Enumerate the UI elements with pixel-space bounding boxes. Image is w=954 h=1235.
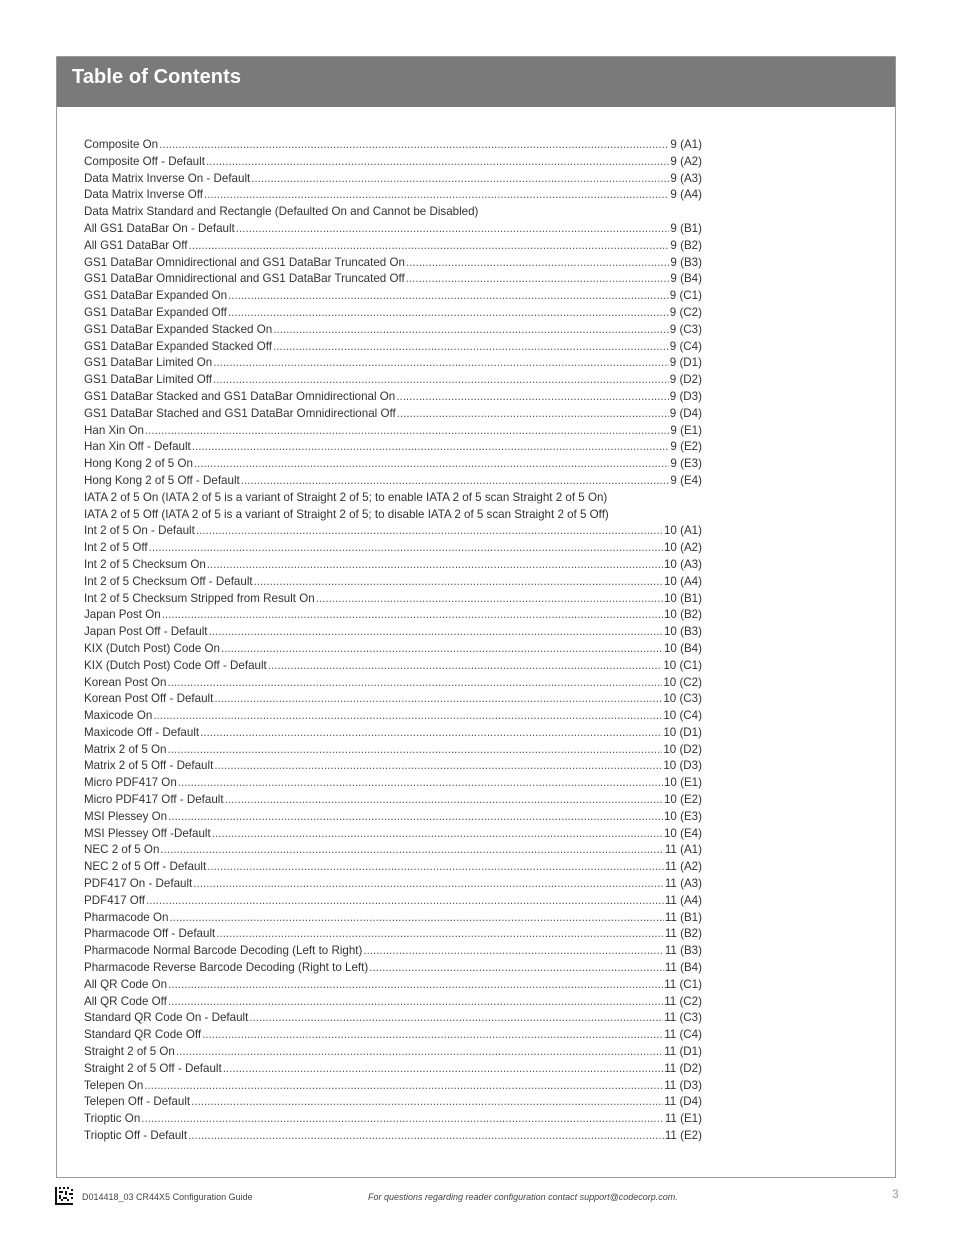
toc-entry-title: NEC 2 of 5 On xyxy=(84,843,160,857)
toc-entry-page: 11 (C3) xyxy=(664,1011,702,1025)
toc-leader-dots xyxy=(168,675,663,692)
toc-entry xyxy=(84,1010,702,1027)
toc-leader-dots xyxy=(159,137,669,154)
toc-entry-page: 9 (D1) xyxy=(669,356,702,370)
toc-entry-title: NEC 2 of 5 Off - Default xyxy=(84,860,207,874)
toc-entry-page: 11 (A4) xyxy=(664,893,702,907)
toc-entry-title: GS1 DataBar Limited On xyxy=(84,356,213,370)
toc-leader-dots xyxy=(369,960,664,977)
toc-entry xyxy=(84,372,702,389)
toc-leader-dots xyxy=(316,591,663,608)
toc-list xyxy=(84,137,702,1145)
toc-entry xyxy=(84,339,702,356)
toc-entry xyxy=(84,540,702,557)
page-title: Table of Contents xyxy=(72,66,242,88)
toc-leader-dots xyxy=(363,943,663,960)
toc-entry-title: GS1 DataBar Stached and GS1 DataBar Omnidirectional Off xyxy=(84,406,396,420)
toc-leader-dots xyxy=(153,708,662,725)
toc-entry xyxy=(84,355,702,372)
toc-entry-page: 10 (D2) xyxy=(663,742,702,756)
toc-entry xyxy=(84,204,702,221)
toc-leader-dots xyxy=(189,238,670,255)
toc-leader-dots xyxy=(192,439,670,456)
toc-entry xyxy=(84,406,702,423)
toc-entry xyxy=(84,1044,702,1061)
toc-entry-title: Trioptic On xyxy=(84,1112,141,1126)
toc-entry-title: All GS1 DataBar On - Default xyxy=(84,221,235,235)
toc-entry xyxy=(84,305,702,322)
toc-entry xyxy=(84,675,702,692)
toc-leader-dots xyxy=(176,1044,663,1061)
toc-entry-page: 11 (A3) xyxy=(664,877,702,891)
toc-entry-title: Data Matrix Inverse Off xyxy=(84,188,203,202)
toc-entry xyxy=(84,255,702,272)
section-header xyxy=(57,57,895,107)
toc-entry-title: GS1 DataBar Omnidirectional and GS1 DataBar Truncated Off xyxy=(84,272,405,286)
toc-entry-title: Trioptic Off - Default xyxy=(84,1129,188,1143)
toc-entry-title: GS1 DataBar Expanded Stacked Off xyxy=(84,339,272,353)
toc-entry-page: 9 (A2) xyxy=(670,154,702,168)
toc-entry xyxy=(84,1094,702,1111)
toc-entry-title: All QR Code Off xyxy=(84,994,167,1008)
toc-entry-page: 9 (B1) xyxy=(670,221,702,235)
toc-entry-title: GS1 DataBar Omnidirectional and GS1 DataBar Truncated On xyxy=(84,255,405,269)
toc-entry xyxy=(84,507,702,524)
toc-entry xyxy=(84,641,702,658)
toc-entry-page: 10 (B1) xyxy=(663,591,702,605)
toc-entry-title: All GS1 DataBar Off xyxy=(84,238,188,252)
toc-entry-page: 10 (C1) xyxy=(663,658,702,672)
toc-entry xyxy=(84,758,702,775)
toc-entry-title: Maxicode On xyxy=(84,709,153,723)
toc-entry-title: Composite On xyxy=(84,138,159,151)
toc-entry xyxy=(84,557,702,574)
toc-leader-dots xyxy=(214,691,662,708)
toc-leader-dots xyxy=(145,423,669,440)
toc-leader-dots xyxy=(149,540,663,557)
toc-entry-title: Telepen On xyxy=(84,1078,144,1092)
toc-entry-page: 11 (B3) xyxy=(664,944,702,958)
toc-leader-dots xyxy=(196,523,663,540)
toc-entry xyxy=(84,473,702,490)
toc-entry-title: MSI Plessey On xyxy=(84,809,168,823)
toc-entry xyxy=(84,792,702,809)
toc-entry-page: 11 (A1) xyxy=(664,843,702,857)
toc-entry-title: GS1 DataBar Expanded Stacked On xyxy=(84,322,273,336)
toc-entry xyxy=(84,154,702,171)
toc-leader-dots xyxy=(214,758,662,775)
toc-entry-page: 10 (A4) xyxy=(663,574,702,588)
toc-entry-title: Int 2 of 5 Checksum On xyxy=(84,557,206,571)
toc-entry xyxy=(84,977,702,994)
toc-entry xyxy=(84,238,702,255)
toc-entry xyxy=(84,271,702,288)
toc-leader-dots xyxy=(202,1027,663,1044)
toc-entry-page: 10 (E2) xyxy=(663,793,702,807)
toc-entry xyxy=(84,1128,702,1145)
toc-leader-dots xyxy=(273,339,669,356)
toc-entry-page: 9 (C4) xyxy=(669,339,702,353)
toc-entry-title: PDF417 Off xyxy=(84,893,146,907)
toc-leader-dots xyxy=(207,859,664,876)
toc-entry-page: 11 (D2) xyxy=(664,1061,702,1075)
toc-entry-page: 10 (B4) xyxy=(663,641,702,655)
toc-entry-page: 11 (E1) xyxy=(664,1112,702,1126)
toc-entry-title: Han Xin Off - Default xyxy=(84,440,191,454)
toc-entry-page: 9 (D4) xyxy=(669,406,702,420)
toc-leader-dots xyxy=(228,288,669,305)
toc-entry-title: Korean Post Off - Default xyxy=(84,692,214,706)
toc-leader-dots xyxy=(169,910,663,927)
toc-leader-dots xyxy=(194,456,669,473)
toc-entry-page: 10 (E3) xyxy=(663,809,702,823)
toc-entry xyxy=(84,809,702,826)
toc-leader-dots xyxy=(193,876,664,893)
toc-leader-dots xyxy=(236,221,670,238)
toc-leader-dots xyxy=(254,574,663,591)
toc-entry-page: 9 (D3) xyxy=(669,389,702,403)
toc-entry-page: 10 (C3) xyxy=(663,692,702,706)
toc-entry xyxy=(84,221,702,238)
toc-entry-title: Pharmacode Off - Default xyxy=(84,927,216,941)
toc-leader-dots xyxy=(144,1078,663,1095)
toc-entry-title: Straight 2 of 5 Off - Default xyxy=(84,1061,222,1075)
toc-entry xyxy=(84,137,702,154)
toc-leader-dots xyxy=(212,826,663,843)
toc-entry-title: Pharmacode Normal Barcode Decoding (Left to Right) xyxy=(84,944,363,958)
toc-entry-page: 9 (E2) xyxy=(670,440,702,454)
toc-leader-dots xyxy=(168,809,663,826)
toc-entry xyxy=(84,171,702,188)
toc-entry xyxy=(84,591,702,608)
toc-leader-dots xyxy=(213,372,669,389)
toc-leader-dots xyxy=(188,1128,664,1145)
toc-entry-page: 11 (C4) xyxy=(664,1028,702,1042)
toc-entry-title: Pharmacode Reverse Barcode Decoding (Right to Left) xyxy=(84,961,369,975)
toc-entry-title: All QR Code On xyxy=(84,977,168,991)
toc-leader-dots xyxy=(146,893,664,910)
toc-leader-dots xyxy=(213,355,669,372)
toc-entry-page: 9 (C1) xyxy=(669,289,702,303)
toc-entry xyxy=(84,439,702,456)
toc-entry-title: Standard QR Code Off xyxy=(84,1028,202,1042)
toc-entry xyxy=(84,859,702,876)
toc-entry-title: GS1 DataBar Expanded On xyxy=(84,289,228,303)
toc-leader-dots xyxy=(396,389,669,406)
toc-entry-title: Standard QR Code On - Default xyxy=(84,1011,249,1025)
toc-entry xyxy=(84,960,702,977)
toc-entry xyxy=(84,1078,702,1095)
toc-entry-page: 10 (B3) xyxy=(663,625,702,639)
toc-entry xyxy=(84,1027,702,1044)
toc-entry-title: Korean Post On xyxy=(84,675,167,689)
toc-entry-page: 11 (D3) xyxy=(664,1078,702,1092)
toc-entry-title: Telepen Off - Default xyxy=(84,1095,191,1109)
toc-entry-page: 9 (B3) xyxy=(670,255,702,269)
toc-entry-title: Data Matrix Standard and Rectangle (Defaulted On and Cannot be Disabled) xyxy=(84,205,479,219)
toc-leader-dots xyxy=(397,406,669,423)
toc-entry xyxy=(84,876,702,893)
datamatrix-icon xyxy=(55,1187,73,1205)
toc-entry-page: 10 (D3) xyxy=(663,759,702,773)
toc-leader-dots xyxy=(209,624,663,641)
toc-entry-title: MSI Plessey Off -Default xyxy=(84,826,211,840)
toc-entry-page: 10 (A1) xyxy=(663,524,702,538)
toc-entry xyxy=(84,742,702,759)
toc-entry-title: PDF417 On - Default xyxy=(84,877,193,891)
toc-entry-title: Japan Post On xyxy=(84,608,161,622)
toc-entry xyxy=(84,490,702,507)
toc-leader-dots xyxy=(206,154,669,171)
toc-entry-page: 11 (C2) xyxy=(664,994,702,1008)
toc-entry-page: 9 (E3) xyxy=(670,457,702,471)
toc-leader-dots xyxy=(191,1094,663,1111)
toc-entry xyxy=(84,826,702,843)
toc-entry-title: GS1 DataBar Limited Off xyxy=(84,373,213,387)
toc-entry xyxy=(84,187,702,204)
toc-leader-dots xyxy=(406,255,669,272)
toc-leader-dots xyxy=(225,792,663,809)
toc-entry-page: 11 (D1) xyxy=(664,1045,702,1059)
toc-entry-page: 11 (B4) xyxy=(664,961,702,975)
toc-leader-dots xyxy=(160,842,663,859)
toc-entry-page: 9 (B4) xyxy=(670,272,702,286)
toc-leader-dots xyxy=(204,187,669,204)
toc-entry-page: 11 (E2) xyxy=(664,1129,702,1143)
toc-entry xyxy=(84,994,702,1011)
toc-entry-page: 10 (E1) xyxy=(663,776,702,790)
toc-entry-title: Pharmacode On xyxy=(84,910,169,924)
toc-entry-title: GS1 DataBar Expanded Off xyxy=(84,305,227,319)
toc-leader-dots xyxy=(249,1010,663,1027)
toc-entry-page: 10 (B2) xyxy=(663,608,702,622)
toc-entry xyxy=(84,926,702,943)
toc-entry-page: 10 (A2) xyxy=(663,541,702,555)
toc-leader-dots xyxy=(168,994,663,1011)
toc-entry-title: Matrix 2 of 5 Off - Default xyxy=(84,759,214,773)
toc-leader-dots xyxy=(167,742,662,759)
toc-entry xyxy=(84,658,702,675)
toc-leader-dots xyxy=(223,1061,663,1078)
toc-entry-title: Composite Off - Default xyxy=(84,154,205,168)
toc-leader-dots xyxy=(141,1111,664,1128)
toc-entry-title: Straight 2 of 5 On xyxy=(84,1045,175,1059)
toc-entry xyxy=(84,607,702,624)
toc-entry-page: 9 (A4) xyxy=(670,188,702,202)
toc-entry-title: Int 2 of 5 Checksum Stripped from Result On xyxy=(84,591,315,605)
toc-entry xyxy=(84,943,702,960)
toc-entry-title: IATA 2 of 5 On (IATA 2 of 5 is a variant of Straight 2 of 5; to enable IATA 2 of 5 scan Straight 2 of 5 On) xyxy=(84,490,608,504)
toc-entry xyxy=(84,691,702,708)
toc-entry-page: 9 (C2) xyxy=(669,305,702,319)
toc-entry xyxy=(84,523,702,540)
toc-entry-title: Matrix 2 of 5 On xyxy=(84,742,167,756)
toc-entry-page: 9 (D2) xyxy=(669,373,702,387)
toc-entry xyxy=(84,574,702,591)
toc-entry-page: 9 (A1) xyxy=(670,138,702,151)
toc-entry-title: Hong Kong 2 of 5 Off - Default xyxy=(84,473,240,487)
toc-entry-page: 9 (B2) xyxy=(670,238,702,252)
toc-entry-page: 10 (C2) xyxy=(663,675,702,689)
toc-entry xyxy=(84,1061,702,1078)
toc-entry-page: 10 (E4) xyxy=(663,826,702,840)
toc-leader-dots xyxy=(251,171,669,188)
toc-leader-dots xyxy=(268,658,663,675)
toc-entry xyxy=(84,288,702,305)
toc-entry xyxy=(84,322,702,339)
toc-entry xyxy=(84,842,702,859)
toc-entry xyxy=(84,725,702,742)
toc-leader-dots xyxy=(162,607,663,624)
toc-entry-page: 11 (B1) xyxy=(664,910,702,924)
toc-entry-page: 9 (E4) xyxy=(670,473,702,487)
toc-leader-dots xyxy=(241,473,670,490)
footer-contact: For questions regarding reader configuration contact support@codecorp.com. xyxy=(368,1192,678,1202)
toc-entry-title: KIX (Dutch Post) Code Off - Default xyxy=(84,658,267,672)
toc-entry-title: KIX (Dutch Post) Code On xyxy=(84,641,220,655)
toc-leader-dots xyxy=(207,557,663,574)
page-number: 3 xyxy=(892,1187,899,1201)
toc-entry-page: 11 (D4) xyxy=(664,1095,702,1109)
toc-entry-page: 10 (D1) xyxy=(663,725,702,739)
toc-entry-title: Micro PDF417 On xyxy=(84,776,177,790)
toc-entry-page: 11 (C1) xyxy=(664,977,702,991)
toc-entry xyxy=(84,624,702,641)
toc-entry-title: Japan Post Off - Default xyxy=(84,625,208,639)
toc-leader-dots xyxy=(228,305,669,322)
toc-entry-title: IATA 2 of 5 Off (IATA 2 of 5 is a variant of Straight 2 of 5; to disable IATA 2 of 5 scan Straight 2 of 5 Off) xyxy=(84,507,609,521)
toc-entry xyxy=(84,456,702,473)
toc-entry xyxy=(84,423,702,440)
toc-entry xyxy=(84,775,702,792)
toc-entry-page: 9 (A3) xyxy=(670,171,702,185)
page-frame xyxy=(56,56,896,1178)
toc-leader-dots xyxy=(178,775,663,792)
toc-leader-dots xyxy=(216,926,664,943)
toc-entry-page: 11 (A2) xyxy=(664,860,702,874)
toc-entry-title: Maxicode Off - Default xyxy=(84,725,200,739)
toc-leader-dots xyxy=(221,641,663,658)
toc-entry-page: 9 (C3) xyxy=(669,322,702,336)
toc-entry-title: Data Matrix Inverse On - Default xyxy=(84,171,251,185)
toc-entry-title: Int 2 of 5 Checksum Off - Default xyxy=(84,574,253,588)
footer-doc-id: D014418_03 CR44X5 Configuration Guide xyxy=(82,1192,253,1202)
toc-entry xyxy=(84,708,702,725)
toc-entry-title: Hong Kong 2 of 5 On xyxy=(84,457,193,471)
toc-entry-title: Int 2 of 5 Off xyxy=(84,541,148,555)
toc-entry xyxy=(84,389,702,406)
toc-entry xyxy=(84,893,702,910)
toc-leader-dots xyxy=(168,977,663,994)
toc-entry-page: 11 (B2) xyxy=(664,927,702,941)
toc-entry xyxy=(84,910,702,927)
toc-entry xyxy=(84,1111,702,1128)
toc-entry-title: Int 2 of 5 On - Default xyxy=(84,524,195,538)
toc-leader-dots xyxy=(406,271,670,288)
toc-entry-title: Micro PDF417 Off - Default xyxy=(84,793,224,807)
toc-entry-title: GS1 DataBar Stacked and GS1 DataBar Omnidirectional On xyxy=(84,389,396,403)
toc-entry-page: 10 (A3) xyxy=(663,557,702,571)
toc-leader-dots xyxy=(200,725,662,742)
toc-leader-dots xyxy=(273,322,669,339)
toc-entry-page: 10 (C4) xyxy=(663,709,702,723)
toc-entry-page: 9 (E1) xyxy=(670,423,702,437)
toc-entry-title: Han Xin On xyxy=(84,423,144,437)
